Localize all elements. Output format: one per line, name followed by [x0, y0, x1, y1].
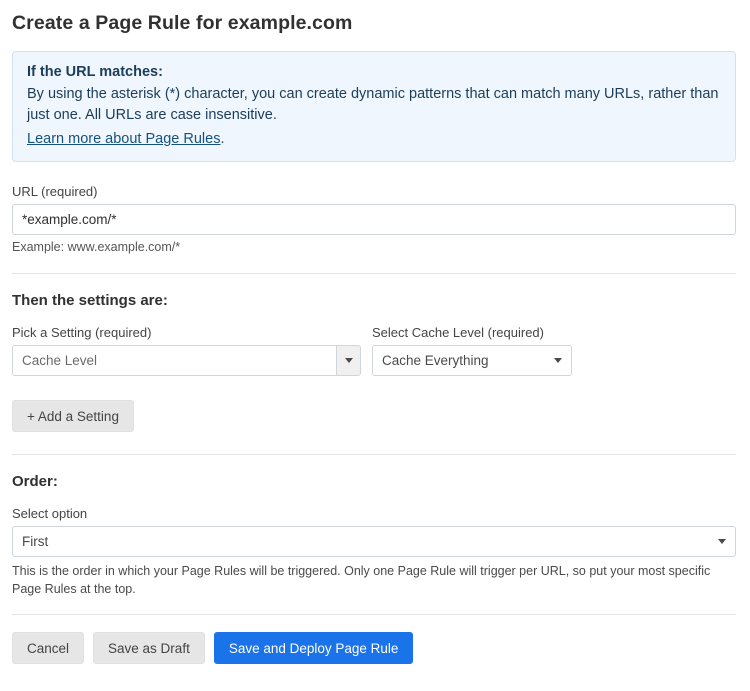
chevron-down-icon	[718, 539, 726, 544]
add-setting-wrap	[12, 400, 736, 432]
order-dropdown-button[interactable]	[710, 527, 733, 556]
pick-setting-select-wrap	[12, 345, 361, 376]
settings-section-title: Then the settings are:	[12, 292, 168, 310]
cache-level-column	[372, 325, 572, 376]
pick-setting-column	[12, 325, 361, 376]
divider-footer	[12, 614, 736, 615]
divider-order	[12, 454, 736, 455]
settings-row	[12, 325, 736, 376]
cache-level-select[interactable]: Cache Everything	[372, 345, 572, 376]
order-select-wrap	[12, 526, 736, 557]
url-match-callout	[12, 51, 736, 162]
cancel-button[interactable]: Cancel	[12, 632, 84, 664]
divider-settings	[12, 273, 736, 274]
url-field-hint: Example: www.example.com/*	[12, 240, 181, 255]
callout-link-period: .	[220, 131, 225, 148]
order-select[interactable]: First	[12, 526, 736, 557]
chevron-down-icon	[345, 358, 353, 363]
pick-setting-label: Pick a Setting (required)	[12, 325, 152, 341]
url-input[interactable]	[12, 204, 736, 235]
pick-setting-select[interactable]: Cache Level	[12, 345, 361, 376]
cache-level-label: Select Cache Level (required)	[372, 325, 544, 341]
footer-actions	[12, 632, 736, 664]
add-setting-button[interactable]: + Add a Setting	[12, 400, 134, 432]
page-title: Create a Page Rule for example.com	[12, 12, 353, 34]
save-and-deploy-button[interactable]: Save and Deploy Page Rule	[214, 632, 414, 664]
save-as-draft-button[interactable]: Save as Draft	[93, 632, 205, 664]
cache-level-select-wrap	[372, 345, 572, 376]
order-section-title: Order:	[12, 473, 58, 491]
order-select-label: Select option	[12, 506, 88, 522]
cache-level-dropdown-button[interactable]	[546, 346, 569, 375]
chevron-down-icon	[554, 358, 562, 363]
learn-more-link[interactable]: Learn more about Page Rules	[27, 131, 221, 148]
pick-setting-dropdown-button[interactable]	[336, 346, 360, 375]
callout-title: If the URL matches:	[27, 64, 163, 80]
order-help-text: This is the order in which your Page Rules will be triggered. Only one Page Rule will trigger per URL, so put your most specific Page Rules at the top.	[12, 564, 711, 597]
url-field-label: URL (required)	[12, 184, 98, 200]
callout-body: By using the asterisk (*) character, you can create dynamic patterns that can match many URLs, rather than just one. All URLs are case insensitive.	[27, 86, 719, 124]
